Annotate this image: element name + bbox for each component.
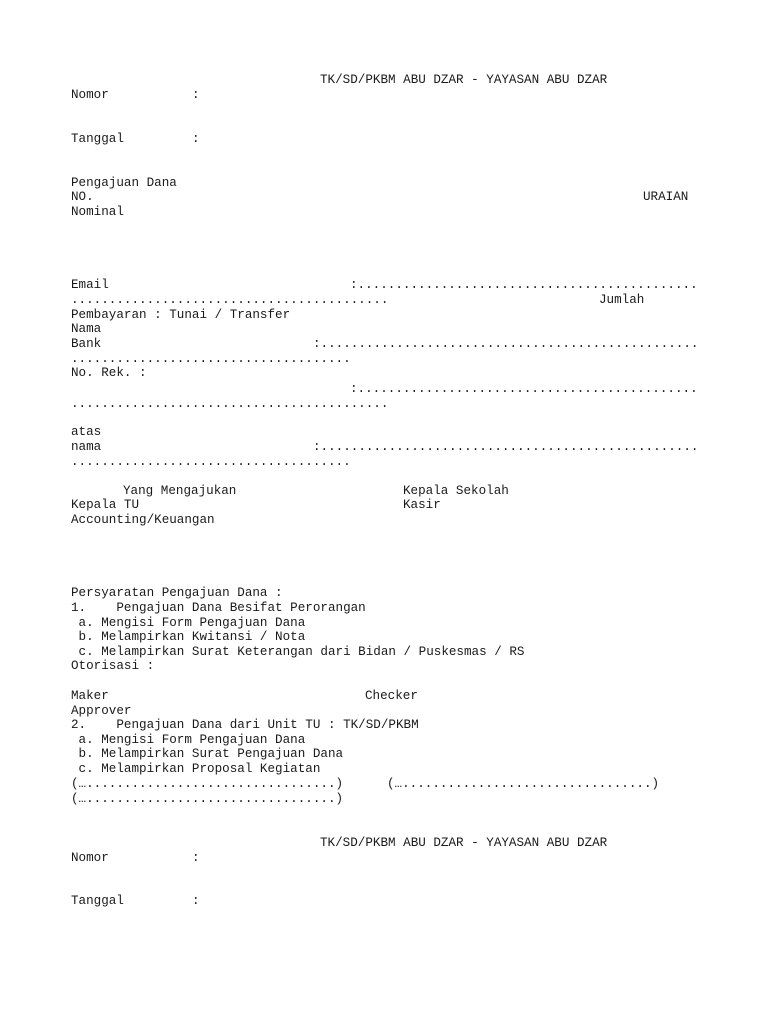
tanggal-colon: : bbox=[192, 132, 200, 146]
kasir-label: Kasir bbox=[403, 498, 441, 512]
signature-line-maker: (….................................) bbox=[71, 777, 344, 791]
nominal-column-label: Nominal bbox=[71, 205, 124, 219]
nomor-colon: : bbox=[192, 88, 200, 102]
pengajuan-dana-label: Pengajuan Dana bbox=[71, 176, 177, 190]
email-field-line: :............................................. bbox=[350, 278, 698, 292]
email-field-line-cont: .......................................... bbox=[71, 293, 389, 307]
norek-field-line-cont: .......................................... bbox=[71, 397, 389, 411]
header-title: TK/SD/PKBM ABU DZAR - YAYASAN ABU DZAR bbox=[320, 73, 608, 87]
otorisasi-label: Otorisasi : bbox=[71, 659, 155, 673]
uraian-column-label: URAIAN bbox=[643, 190, 689, 204]
requirement-item-1b: b. Melampirkan Kwitansi / Nota bbox=[71, 630, 306, 644]
requirement-item-2a: a. Mengisi Form Pengajuan Dana bbox=[71, 733, 306, 747]
requirement-item-2c: c. Melampirkan Proposal Kegiatan bbox=[71, 762, 321, 776]
nomor-colon-2: : bbox=[192, 851, 200, 865]
no-column-label: NO. bbox=[71, 190, 94, 204]
checker-label: Checker bbox=[365, 689, 418, 703]
atas-nama-label: nama bbox=[71, 440, 102, 454]
norek-field-line: :............................................. bbox=[350, 382, 698, 396]
kepala-tu-label: Kepala TU bbox=[71, 498, 140, 512]
tanggal-label-2: Tanggal bbox=[71, 894, 124, 908]
tanggal-label: Tanggal bbox=[71, 132, 124, 146]
nomor-label: Nomor bbox=[71, 88, 109, 102]
requirement-item-2: 2. Pengajuan Dana dari Unit TU : TK/SD/PKBM bbox=[71, 718, 419, 732]
bank-label: Bank bbox=[71, 337, 102, 351]
tanggal-colon-2: : bbox=[192, 894, 200, 908]
atas-nama-field-line-cont: ..................................... bbox=[71, 455, 351, 469]
jumlah-label: Jumlah bbox=[599, 293, 645, 307]
bank-field-line: :.................................................. bbox=[313, 337, 699, 351]
requirements-heading: Persyaratan Pengajuan Dana : bbox=[71, 586, 283, 600]
norek-label: No. Rek. : bbox=[71, 366, 147, 380]
nomor-label-2: Nomor bbox=[71, 851, 109, 865]
requirement-item-2b: b. Melampirkan Surat Pengajuan Dana bbox=[71, 747, 344, 761]
signature-line-checker: (….................................) bbox=[387, 777, 660, 791]
bank-field-line-cont: ..................................... bbox=[71, 352, 351, 366]
requirement-item-1c: c. Melampirkan Surat Keterangan dari Bidan / Puskesmas / RS bbox=[71, 645, 525, 659]
header-title-2: TK/SD/PKBM ABU DZAR - YAYASAN ABU DZAR bbox=[320, 836, 608, 850]
atas-label: atas bbox=[71, 425, 102, 439]
kepala-sekolah-label: Kepala Sekolah bbox=[403, 484, 509, 498]
requirement-item-1a: a. Mengisi Form Pengajuan Dana bbox=[71, 616, 306, 630]
signature-line-approver: (….................................) bbox=[71, 792, 344, 806]
email-label: Email bbox=[71, 278, 109, 292]
accounting-label: Accounting/Keuangan bbox=[71, 513, 215, 527]
approver-label: Approver bbox=[71, 704, 132, 718]
pembayaran-label: Pembayaran : Tunai / Transfer bbox=[71, 308, 291, 322]
nama-label: Nama bbox=[71, 322, 102, 336]
yang-mengajukan-label: Yang Mengajukan bbox=[123, 484, 237, 498]
atas-nama-field-line: :.................................................. bbox=[313, 440, 699, 454]
requirement-item-1: 1. Pengajuan Dana Besifat Perorangan bbox=[71, 601, 366, 615]
maker-label: Maker bbox=[71, 689, 109, 703]
